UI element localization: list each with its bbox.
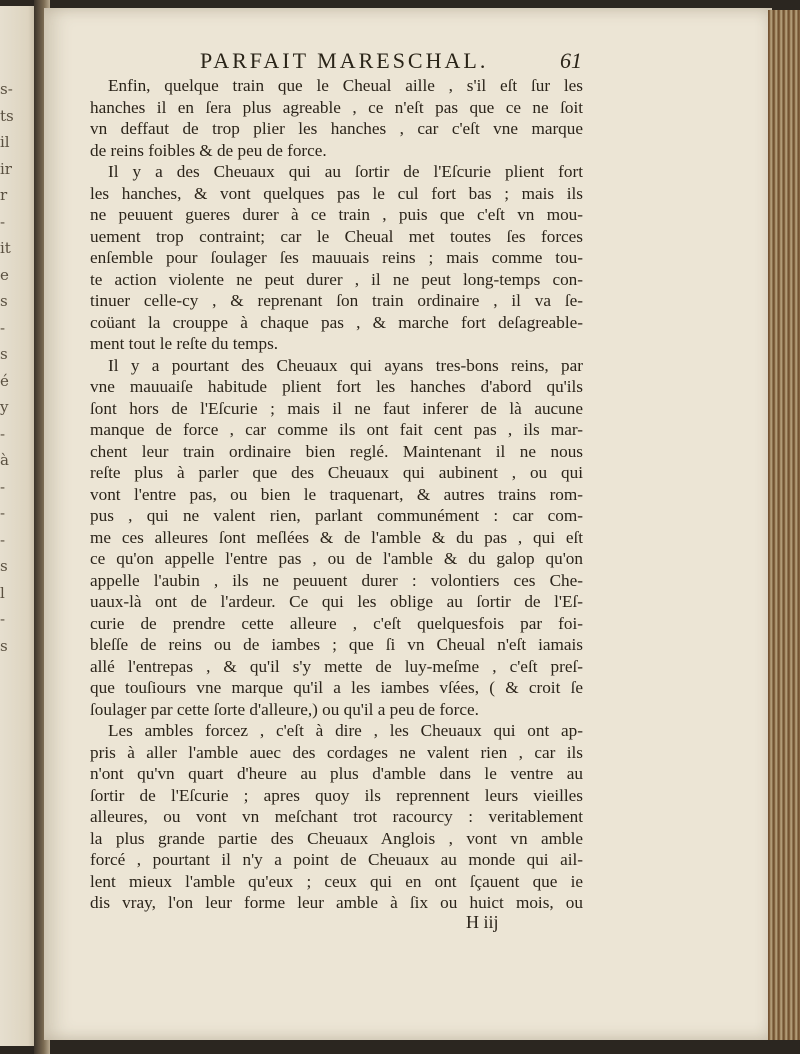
text-line: manque de force , car comme ils ont fait cent pas , ils mar- [90,420,583,439]
text-line: uaux-là ont de l'ardeur. Ce qui les oblige au ſortir de l'Eſ- [90,592,583,611]
text-line: appelle l'aubin , ils ne peuuent durer : volontiers ces Che- [90,570,583,590]
margin-fragment: it [0,239,11,257]
margin-fragment: e [0,265,9,284]
text-line: vont l'entre pas, ou bien le traquenart, & autres trains rom- [90,484,583,504]
text-line: Enfin, quelque train que le Cheual aille , s'il eſt ſur les [108,76,583,95]
body-text [90,75,583,914]
margin-fragment: s [0,345,8,363]
margin-fragment: - [0,318,6,337]
text-line: hanches il en ſera plus agreable , ce n'eſt pas que ce ne ſoit [90,97,583,117]
text-line: vne mauuaiſe habitude plient fort les hanches d'abord qu'ils [90,377,583,396]
text-line: ſont hors de l'Eſcurie ; mais il ne faut inferer de là aucune [90,398,583,418]
text-line: que touſiours vne marque qu'il a les iambes vſées, ( & croit ſe [90,678,583,697]
text-line: coüant la crouppe à chaque pas , & marche fort deſagreable- [90,312,583,332]
facing-page-fragments [0,76,16,659]
text-line: te action violente ne peut durer , il ne peut long-temps con- [90,269,583,289]
margin-fragment: - [0,477,6,496]
text-line: reſte plus à parler que des Cheuaux qui aubinent , ou qui [90,463,583,482]
text-line: les hanches, & vont quelques pas le cul fort bas ; mais ils [90,183,583,203]
margin-fragment: s [0,636,8,655]
margin-fragment: - [0,530,6,549]
page-edges [768,10,800,1040]
margin-fragment: l [0,583,5,602]
margin-fragment: s [0,292,8,310]
text-line: uement trop contraint; car le Cheual met toutes ſes forces [90,226,583,246]
text-line: Il y a des Cheuaux qui au ſortir de l'Eſcurie plient fort [108,162,583,181]
margin-fragment: - [0,212,6,231]
text-line: pus , qui ne valent rien, parlant communément : car com- [90,506,583,525]
page-number: 61 [560,48,582,73]
text-line: Il y a pourtant des Cheuaux qui ayans tres-bons reins, par [108,355,583,375]
running-title: PARFAIT MARESCHAL. [200,48,489,73]
text-line: ſortir de l'Eſcurie ; apres quoy ils reprennent leurs vieilles [90,785,583,805]
text-line: vn deffaut de trop plier les hanches , car c'eſt vne marque [90,119,583,138]
margin-fragment: s [0,557,8,575]
text-line: ce qu'on appelle l'entre pas , ou de l'amble & du galop qu'on [90,549,583,568]
text-line: enſemble pour ſoulager ſes mauuais reins ; mais comme tou- [90,248,583,267]
text-line: pris à aller l'amble auec des cordages ne valent rien , car ils [90,742,583,762]
margin-fragment: - [0,610,6,628]
margin-fragment: - [0,504,6,522]
text-line: tinuer celle-cy , & reprenant ſon train ordinaire , il va ſe- [90,291,583,310]
margin-fragment: il [0,133,10,151]
margin-fragment: ts [0,106,14,125]
text-line: dis vray, l'on leur forme leur amble à ſix ou huict mois, ou [90,893,583,912]
text-line: forcé , pourtant il n'y a point de Cheuaux au monde qui ail- [90,850,583,869]
margin-fragment: y [0,398,9,416]
text-line: la plus grande partie des Cheuaux Anglois , vont vn amble [90,828,583,848]
margin-fragment: - [0,424,6,443]
text-line: curie de prendre cette alleure , c'eſt quelquesfois par foi- [90,613,583,633]
text-line: lent mieux l'amble qu'eux ; ceux qui en ont ſçauent que ie [90,871,583,891]
signature-mark: H iij [466,912,499,932]
margin-fragment: à [0,451,9,469]
margin-fragment: é [0,371,9,390]
text-line: de reins foibles & de peu de force. [90,140,327,160]
margin-fragment: r [0,186,8,204]
text-line: allé l'entrepas , & qu'il s'y mette de luy-meſme , c'eſt preſ- [90,656,583,676]
text-line: ne peuuent gueres durer à ce train , puis que c'eſt vn mou- [90,205,583,224]
margin-fragment: ir [0,159,12,178]
text-line: bleſſe de reins ou de iambes ; que ſi vn Cheual n'eſt iamais [90,635,583,654]
text-line: alleures, ou vont vn meſchant trot racourcy : veritablement [90,807,583,826]
text-line: Les ambles forcez , c'eſt à dire , les Cheuaux qui ont ap- [108,721,583,740]
text-line: me ces alleures ſont meſlées & de l'amble & du pas , qui eſt [90,527,583,547]
text-line: ſoulager par cette ſorte d'alleure,) ou qu'il a peu de force. [90,699,479,719]
text-line: n'ont qu'vn quart d'heure au plus d'amble dans le ventre au [90,764,583,783]
text-line: ment tout le reſte du temps. [90,334,279,353]
margin-fragment: s- [0,80,13,98]
text-line: chent leur train ordinaire bien reglé. Maintenant il ne nous [90,441,583,461]
